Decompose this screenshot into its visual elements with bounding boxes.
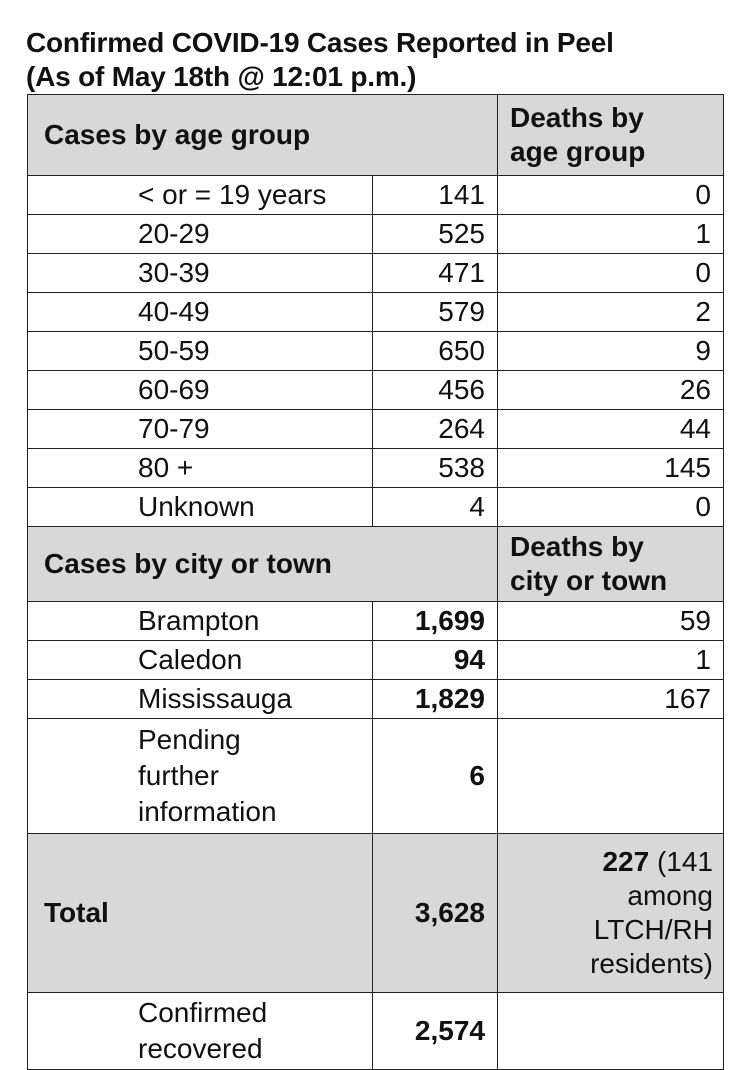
pending-label <box>28 719 373 834</box>
age-group-cell: 60-69 <box>28 371 373 410</box>
city-cases-cell: 1,699 <box>373 602 498 641</box>
pending-row <box>28 719 724 834</box>
city-cases-cell: 1,829 <box>373 680 498 719</box>
total-row <box>28 834 724 993</box>
table-row <box>28 680 724 719</box>
age-group-cell: 50-59 <box>28 332 373 371</box>
age-deaths-cell: 0 <box>498 176 724 215</box>
age-cases-cell: 525 <box>373 215 498 254</box>
table-row <box>28 254 724 293</box>
total-deaths-note-2: among <box>627 880 713 911</box>
pending-deaths-cell <box>498 719 724 834</box>
pending-label-line-1: Pending <box>138 724 241 755</box>
deaths-by-city-header-line-2: city or town <box>510 565 668 596</box>
pending-label-line-2: further <box>138 760 219 791</box>
table-row <box>28 293 724 332</box>
covid-cases-table <box>27 94 724 1070</box>
age-cases-cell: 650 <box>373 332 498 371</box>
table-row <box>28 176 724 215</box>
city-deaths-cell: 167 <box>498 680 724 719</box>
table-row <box>28 410 724 449</box>
city-deaths-cell: 59 <box>498 602 724 641</box>
age-group-cell: < or = 19 years <box>28 176 373 215</box>
age-cases-cell: 538 <box>373 449 498 488</box>
total-deaths-note-1: (141 <box>649 846 713 877</box>
age-deaths-cell: 44 <box>498 410 724 449</box>
table-row <box>28 488 724 527</box>
age-group-cell: 70-79 <box>28 410 373 449</box>
age-cases-cell: 4 <box>373 488 498 527</box>
table-row <box>28 332 724 371</box>
table-row <box>28 215 724 254</box>
table-row <box>28 371 724 410</box>
pending-label-line-3: information <box>138 796 277 827</box>
cases-by-city-header: Cases by city or town <box>28 527 498 602</box>
age-header-row <box>28 95 724 176</box>
total-deaths-cell <box>498 834 724 993</box>
total-deaths-line-1 <box>538 845 713 879</box>
total-cases-cell: 3,628 <box>373 834 498 993</box>
total-label: Total <box>28 834 373 993</box>
recovered-empty-cell <box>498 993 724 1070</box>
deaths-by-city-header-line-1: Deaths by <box>510 531 644 562</box>
recovered-label-line-2: recovered <box>138 1033 263 1064</box>
age-deaths-cell: 0 <box>498 488 724 527</box>
total-deaths-note-3: LTCH/RH <box>593 914 713 945</box>
age-deaths-cell: 9 <box>498 332 724 371</box>
age-deaths-cell: 1 <box>498 215 724 254</box>
age-group-cell: 30-39 <box>28 254 373 293</box>
age-deaths-cell: 145 <box>498 449 724 488</box>
age-group-cell: 80 + <box>28 449 373 488</box>
city-header-row <box>28 527 724 602</box>
total-deaths-value: 227 <box>602 846 650 877</box>
age-deaths-cell: 2 <box>498 293 724 332</box>
table-row <box>28 641 724 680</box>
age-group-cell: 20-29 <box>28 215 373 254</box>
age-cases-cell: 471 <box>373 254 498 293</box>
age-cases-cell: 456 <box>373 371 498 410</box>
pending-cases-cell: 6 <box>373 719 498 834</box>
table-row <box>28 602 724 641</box>
city-deaths-cell: 1 <box>498 641 724 680</box>
deaths-by-age-header <box>498 95 724 176</box>
city-cases-cell: 94 <box>373 641 498 680</box>
recovered-label <box>28 993 373 1070</box>
age-cases-cell: 579 <box>373 293 498 332</box>
recovered-value-cell: 2,574 <box>373 993 498 1070</box>
deaths-by-city-header <box>498 527 724 602</box>
age-group-cell: Unknown <box>28 488 373 527</box>
city-cell: Brampton <box>28 602 373 641</box>
table-row <box>28 449 724 488</box>
title-line-1: Confirmed COVID-19 Cases Reported in Peel <box>26 27 614 58</box>
deaths-by-age-header-line-1: Deaths by <box>510 102 644 133</box>
age-cases-cell: 141 <box>373 176 498 215</box>
recovered-label-line-1: Confirmed <box>138 997 268 1028</box>
age-deaths-cell: 0 <box>498 254 724 293</box>
age-deaths-cell: 26 <box>498 371 724 410</box>
recovered-row <box>28 993 724 1070</box>
deaths-by-age-header-line-2: age group <box>510 136 646 167</box>
city-cell: Mississauga <box>28 680 373 719</box>
age-group-cell: 40-49 <box>28 293 373 332</box>
total-deaths-note-4: residents) <box>590 948 713 979</box>
cases-by-age-header: Cases by age group <box>28 95 498 176</box>
city-cell: Caledon <box>28 641 373 680</box>
page-title <box>26 26 726 94</box>
age-cases-cell: 264 <box>373 410 498 449</box>
title-line-2: (As of May 18th @ 12:01 p.m.) <box>26 61 417 92</box>
